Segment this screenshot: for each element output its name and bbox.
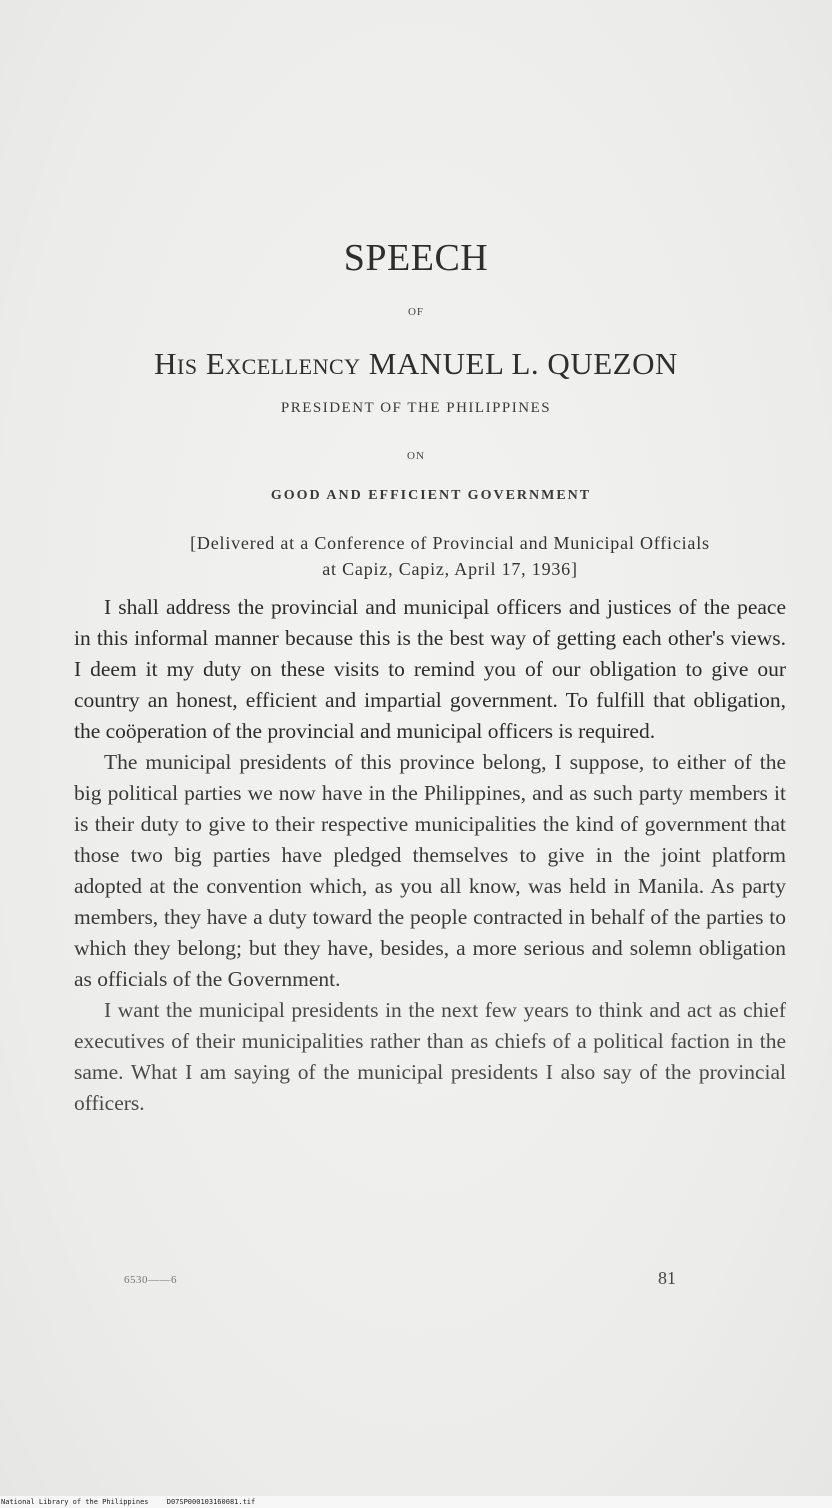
speaker-name: MANUEL L. QUEZON: [368, 346, 678, 381]
body-paragraph: I shall address the provincial and municipal officers and justices of the peace in this informal manner because this is the best way of getting each other's views. I deem it my duty on these visits to remind you of our obligation to give our country an honest, efficient and impartial government. To fulfill that obligation, the coöperation of the provincial and municipal officers is required.: [74, 595, 786, 743]
document-title: SPEECH: [343, 237, 489, 279]
body-paragraph: I want the municipal presidents in the next few years to think and act as chief executives of their municipalities rather than as chiefs of a political faction in the same. What I am saying of the municipal presidents I also say of the provincial officers.: [74, 998, 786, 1115]
footer-library: National Library of the Philippines: [1, 1498, 149, 1506]
delivery-note: [100, 530, 800, 582]
delivery-note-line-2: at Capiz, Capiz, April 17, 1936]: [322, 559, 578, 579]
body-paragraph: The municipal presidents of this province belong, I suppose, to either of the big political parties we now have in the Philippines, and as such party members it is their duty to give to their respective municipalities the kind of government that those two big parties have pledged themselves to give in the joint platform adopted at the convention which, as you all know, was held in Manila. As party members, they have a duty toward the people contracted in behalf of the parties to which they belong; but they have, besides, a more serious and solemn obligation as officials of the Government.: [74, 750, 786, 991]
speech-body: [74, 592, 786, 1119]
delivery-note-line-1: [Delivered at a Conference of Provincial and Municipal Officials: [190, 533, 710, 553]
printer-mark: 6530——6: [124, 1274, 177, 1286]
page-number: 81: [658, 1268, 676, 1288]
speaker-prefix: His Excellency: [154, 346, 361, 381]
of-label: OF: [407, 306, 425, 318]
speaker-line: [0, 346, 832, 382]
speech-subject: GOOD AND EFFICIENT GOVERNMENT: [270, 488, 592, 503]
footer-file: D07SP000103160081.tif: [166, 1498, 256, 1506]
scan-footer: [0, 1496, 832, 1508]
speaker-office: PRESIDENT OF THE PHILIPPINES: [280, 400, 552, 416]
on-label: ON: [407, 450, 425, 462]
